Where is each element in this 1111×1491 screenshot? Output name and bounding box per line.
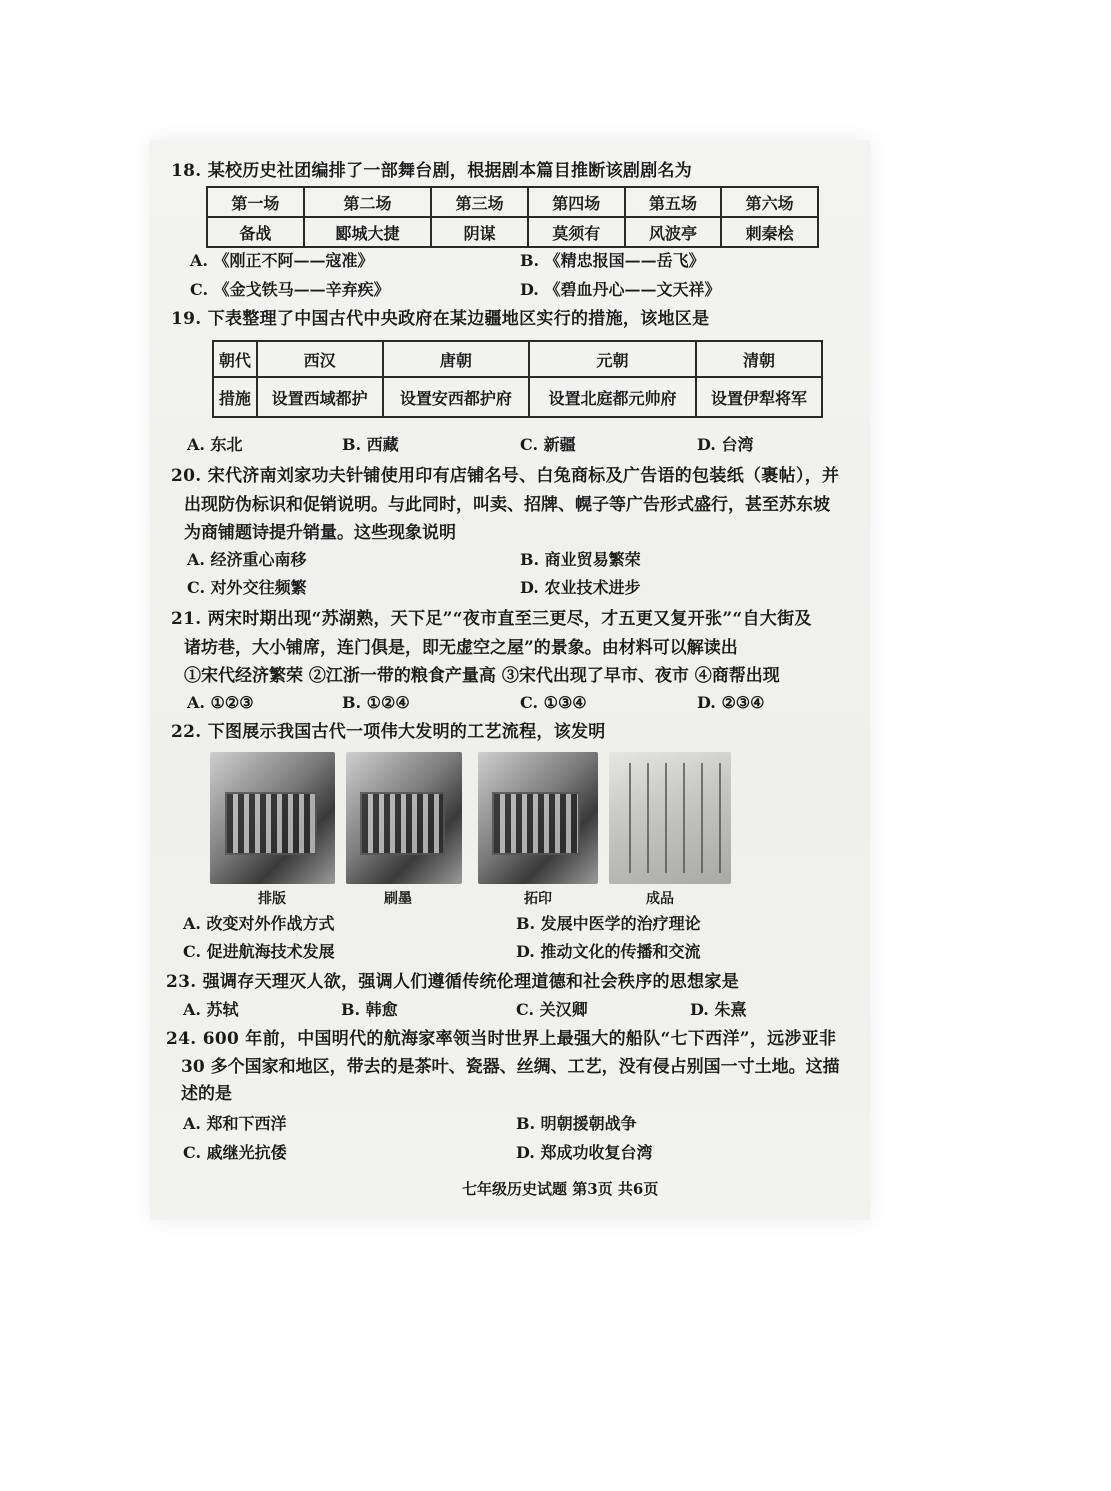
q23-option-b: B. 韩愈 <box>341 1000 398 1019</box>
q24-option-d: D. 郑成功收复台湾 <box>516 1143 653 1162</box>
q20-line-1: 20. 宋代济南刘家功夫针铺使用印有店铺名号、白兔商标及广告语的包装纸（裹帖），并 <box>171 466 840 486</box>
q23-option-a: A. 苏轼 <box>183 1000 239 1019</box>
q18-header-1: 第一场 <box>207 187 304 217</box>
q22-stem: 22. 下图展示我国古代一项伟大发明的工艺流程，该发明 <box>171 722 606 742</box>
typesetting-photo <box>210 752 335 884</box>
q18-header-4: 第四场 <box>528 187 625 217</box>
q22-caption-1: 排版 <box>258 891 286 907</box>
q20-line-3: 为商铺题诗提升销量。这些现象说明 <box>184 523 456 543</box>
q19-option-c: C. 新疆 <box>520 435 576 454</box>
q19-option-a: A. 东北 <box>187 435 243 454</box>
q18-cell-2: 郾城大捷 <box>304 217 432 247</box>
q19-row2-col5: 设置伊犁将军 <box>696 377 822 417</box>
q24-line-3: 述的是 <box>181 1084 232 1104</box>
q19-row2-col3: 设置安西都护府 <box>383 377 529 417</box>
q18-cell-1: 备战 <box>207 217 304 247</box>
q18-header-3: 第三场 <box>431 187 528 217</box>
q23-option-c: C. 关汉卿 <box>516 1000 588 1019</box>
q18-stem: 18. 某校历史社团编排了一部舞台剧，根据剧本篇目推断该剧剧名为 <box>171 161 693 181</box>
q20-option-a: A. 经济重心南移 <box>187 550 307 569</box>
q24-option-a: A. 郑和下西洋 <box>183 1114 287 1133</box>
q20-line-2: 出现防伪标识和促销说明。与此同时，叫卖、招牌、幌子等广告形式盛行，甚至苏东坡 <box>184 495 830 515</box>
q18-cell-5: 风波亭 <box>625 217 722 247</box>
q19-row1-col4: 元朝 <box>529 341 696 377</box>
q18-table <box>206 186 819 248</box>
page-footer: 七年级历史试题 第3页 共6页 <box>462 1180 659 1198</box>
q22-option-c: C. 促进航海技术发展 <box>183 942 335 961</box>
q22-caption-3: 拓印 <box>524 891 552 907</box>
q21-line-1: 21. 两宋时期出现“苏湖熟，天下足”“夜市直至三更尽，才五更又复开张”“自大街及 <box>171 609 812 629</box>
q23-stem: 23. 强调存天理灭人欲，强调人们遵循传统伦理道德和社会秩序的思想家是 <box>166 972 739 992</box>
q20-option-c: C. 对外交往频繁 <box>187 578 307 597</box>
q21-option-d: D. ②③④ <box>697 693 765 712</box>
q18-option-a: A. 《刚正不阿——寇准》 <box>190 251 374 270</box>
q19-row1-col3: 唐朝 <box>383 341 529 377</box>
q22-option-d: D. 推动文化的传播和交流 <box>516 942 701 961</box>
q23-option-d: D. 朱熹 <box>690 1000 747 1019</box>
q21-line-2: 诸坊巷，大小铺席，连门俱是，即无虚空之屋”的景象。由材料可以解读出 <box>184 638 738 658</box>
q24-line-2: 30 多个国家和地区，带去的是茶叶、瓷器、丝绸、工艺，没有侵占别国一寸土地。这描 <box>181 1057 840 1077</box>
q18-option-c: C. 《金戈铁马——辛弃疾》 <box>190 280 390 299</box>
q24-option-b: B. 明朝援朝战争 <box>516 1114 637 1133</box>
inking-photo <box>346 752 462 884</box>
q19-row1-col2: 西汉 <box>257 341 383 377</box>
q19-stem: 19. 下表整理了中国古代中央政府在某边疆地区实行的措施，该地区是 <box>171 309 710 329</box>
q19-table <box>212 340 823 418</box>
q19-option-d: D. 台湾 <box>697 435 754 454</box>
q21-option-c: C. ①③④ <box>520 693 587 712</box>
q22-option-b: B. 发展中医学的治疗理论 <box>516 914 701 933</box>
q19-row1-col5: 清朝 <box>696 341 822 377</box>
q18-option-b: B. 《精忠报国——岳飞》 <box>520 251 705 270</box>
finished-product-photo <box>609 752 731 884</box>
q22-caption-4: 成品 <box>646 891 674 907</box>
q20-option-b: B. 商业贸易繁荣 <box>520 550 641 569</box>
q18-header-5: 第五场 <box>625 187 722 217</box>
q21-option-a: A. ①②③ <box>187 693 254 712</box>
q19-row1-col1: 朝代 <box>213 341 257 377</box>
q19-row2-col2: 设置西域都护 <box>257 377 383 417</box>
q22-caption-2: 刷墨 <box>384 891 412 907</box>
q21-line-3: ①宋代经济繁荣 ②江浙一带的粮食产量高 ③宋代出现了早市、夜市 ④商帮出现 <box>184 666 780 686</box>
q21-option-b: B. ①②④ <box>342 693 410 712</box>
q18-cell-3: 阴谋 <box>431 217 528 247</box>
q18-option-d: D. 《碧血丹心——文天祥》 <box>520 280 721 299</box>
q20-option-d: D. 农业技术进步 <box>520 578 641 597</box>
q18-cell-6: 刺秦桧 <box>721 217 818 247</box>
q18-cell-4: 莫须有 <box>528 217 625 247</box>
q19-row2-col4: 设置北庭都元帅府 <box>529 377 696 417</box>
printing-photo <box>478 752 598 884</box>
q18-header-2: 第二场 <box>304 187 432 217</box>
q18-header-6: 第六场 <box>721 187 818 217</box>
q24-option-c: C. 戚继光抗倭 <box>183 1143 287 1162</box>
q22-option-a: A. 改变对外作战方式 <box>183 914 335 933</box>
q19-row2-col1: 措施 <box>213 377 257 417</box>
q19-option-b: B. 西藏 <box>342 435 399 454</box>
q24-line-1: 24. 600 年前，中国明代的航海家率领当时世界上最强大的船队“七下西洋”，远涉亚非 <box>166 1029 837 1049</box>
